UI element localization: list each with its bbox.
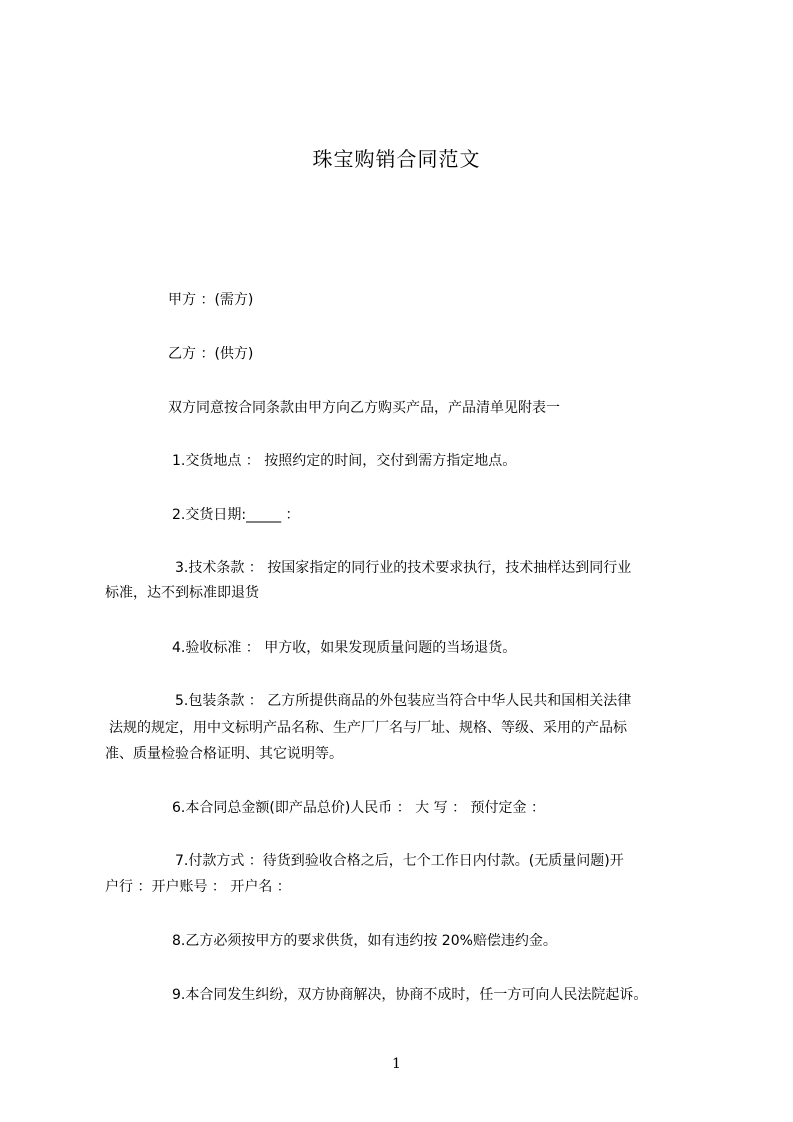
clause-7-line-1: 7.付款方式 ：待货到验收合格之后，七个工作日内付款。(无质量问题)开 bbox=[175, 853, 624, 869]
intro-paragraph: 双方同意按合同条款由甲方向乙方购买产品，产品清单见附表一 bbox=[168, 400, 560, 416]
clause-5-line-1: 5.包装条款 ： 乙方所提供商品的外包装应当符合中华人民共和国相关法律 bbox=[175, 693, 632, 709]
party-b-line: 乙方 ：(供方) bbox=[168, 346, 254, 362]
clause-1: 1.交货地点 ： 按照约定的时间，交付到需方指定地点。 bbox=[172, 453, 517, 469]
party-a-line: 甲方 ：(需方) bbox=[168, 292, 254, 308]
clause-2: 2.交货日期:_____ ： bbox=[172, 507, 300, 523]
page-number: 1 bbox=[392, 1056, 401, 1072]
clause-5-line-3: 准、质量检验合格证明、其它说明等。 bbox=[105, 746, 343, 762]
page-title: 珠宝购销合同范文 bbox=[312, 147, 481, 171]
clause-8: 8.乙方必须按甲方的要求供货，如有违约按 20%赔偿违约金。 bbox=[172, 933, 557, 949]
clause-9: 9.本合同发生纠纷，双方协商解决，协商不成时，任一方可向人民法院起诉。 bbox=[172, 987, 648, 1003]
clause-7-line-2: 户行 ：开户账号 ： 开户名 ： bbox=[105, 879, 291, 895]
clause-6: 6.本合同总金额(即产品总价)人民币 ： 大 写 ： 预付定金 ： bbox=[172, 800, 545, 816]
clause-5-line-2: 法规的规定，用中文标明产品名称、生产厂厂名与厂址、规格、等级、采用的产品标 bbox=[109, 720, 627, 736]
clause-3-line-2: 标准，达不到标准即退货 bbox=[105, 585, 259, 601]
clause-3-line-1: 3.技术条款 ： 按国家指定的同行业的技术要求执行，技术抽样达到同行业 bbox=[175, 560, 632, 576]
clause-4: 4.验收标准 ： 甲方收，如果发现质量问题的当场退货。 bbox=[172, 640, 517, 656]
